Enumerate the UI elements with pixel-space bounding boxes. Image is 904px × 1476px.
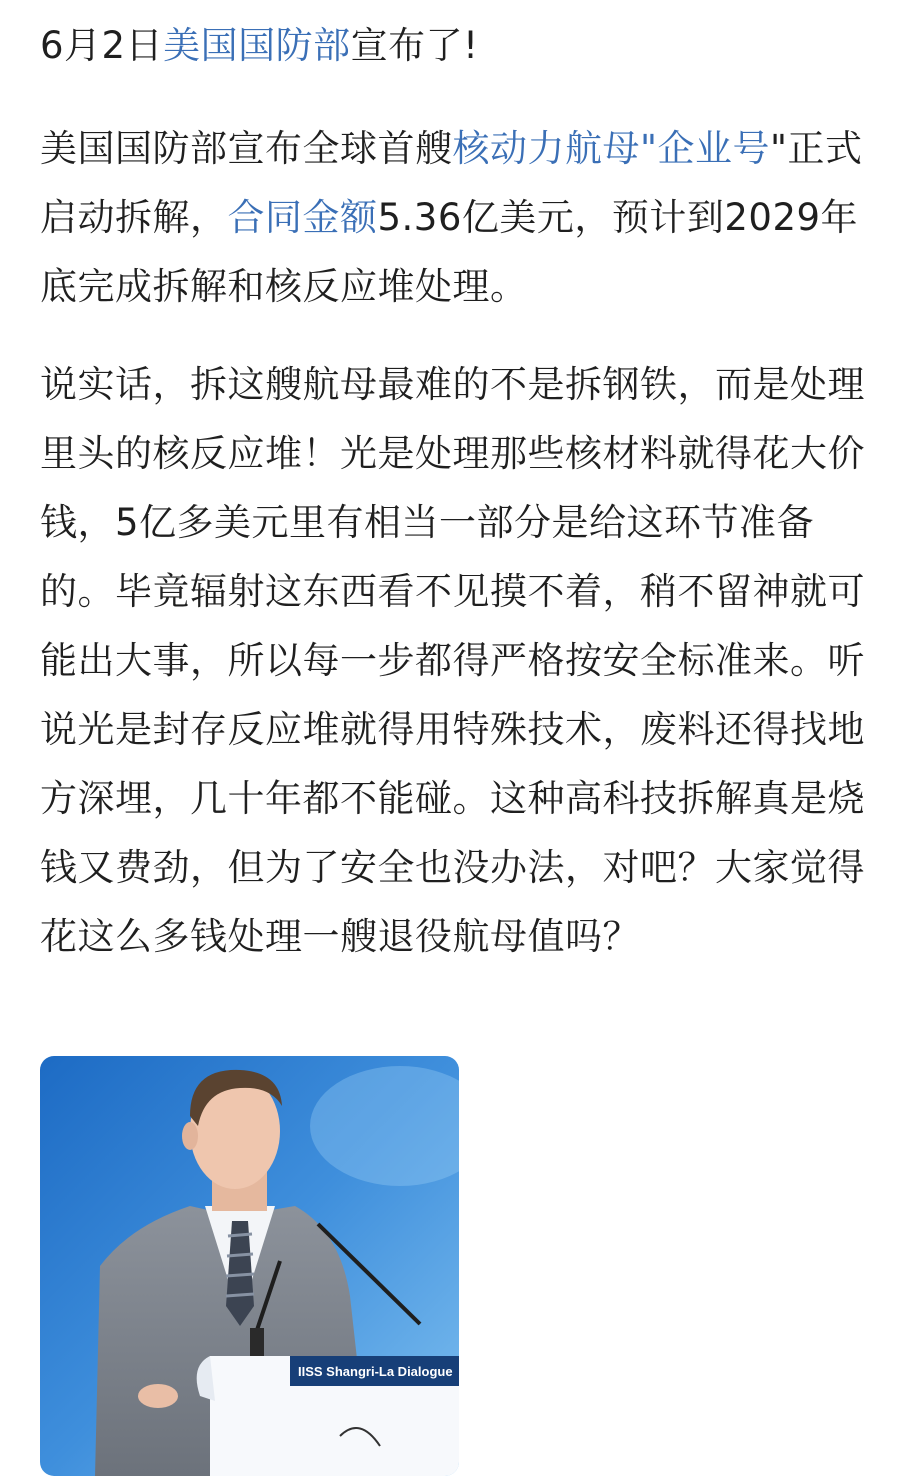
speaker-photo <box>40 1056 459 1476</box>
paragraph-text: "正式启动拆解， <box>40 127 863 239</box>
post-image[interactable] <box>40 1056 459 1476</box>
paragraph-text: 5.36亿美元，预计到2029年底完成拆解和核反应堆处理。 <box>40 196 859 308</box>
headline-rest: 宣布了! <box>350 24 479 67</box>
post-paragraph-1 <box>40 114 876 321</box>
post-headline <box>40 18 876 74</box>
link-us-dod[interactable]: 美国国防部 <box>163 24 351 67</box>
podium-sign: IISS Shangri-La Dialogue <box>298 1364 453 1379</box>
link-enterprise[interactable]: "企业号 <box>640 127 771 170</box>
paragraph-text: 美国国防部宣布全球首艘 <box>40 127 453 170</box>
post-paragraph-2: 说实话，拆这艘航母最难的不是拆钢铁，而是处理里头的核反应堆！光是处理那些核材料就得花大价钱，5亿多美元里有相当一部分是给这环节准备的。毕竟辐射这东西看不见摸不着，稍不留神就可能出大事，所以每一步都得严格按安全标准来。听说光是封存反应堆就得用特殊技术，废料还得找地方深埋，几十年都不能碰。这种高科技拆解真是烧钱又费劲，但为了安全也没办法，对吧？大家觉得花这么多钱处理一艘退役航母值吗？ <box>40 363 865 958</box>
link-contract-amount[interactable]: 合同金额 <box>227 196 378 239</box>
headline-date: 6月2日 <box>40 24 164 67</box>
link-nuclear-carrier[interactable]: 核动力航母 <box>452 127 640 170</box>
